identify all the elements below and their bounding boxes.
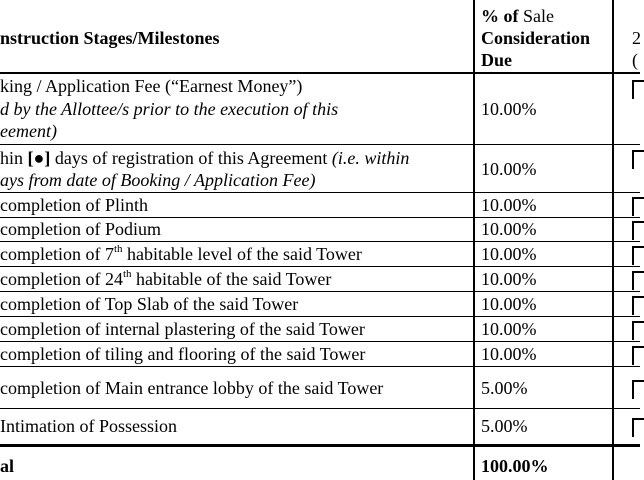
row-podium-percent: 10.00% xyxy=(481,219,537,239)
header-partial-2: ( xyxy=(632,50,638,70)
row-divider xyxy=(0,366,640,367)
row-total: al xyxy=(0,456,15,476)
row-top-slab-percent: 10.00% xyxy=(481,294,537,314)
header-percent-rest: Sale xyxy=(518,6,554,26)
row-booking-line2: d by the Allottee/s prior to the execution of this xyxy=(0,99,339,119)
row-plastering-percent: 10.00% xyxy=(481,319,537,339)
row-7th-sup: th xyxy=(113,243,123,255)
row-24th-percent: 10.00% xyxy=(481,269,537,289)
row-registration-percent: 10.00% xyxy=(481,159,537,179)
row-divider xyxy=(0,241,640,242)
row-possession: Intimation of Possession xyxy=(0,416,178,436)
header-percent-bold: % of xyxy=(481,6,519,26)
row-podium: completion of Podium xyxy=(0,219,161,239)
row-24th-sup: th xyxy=(122,268,132,280)
row-registration-line1 xyxy=(0,147,409,169)
row-plinth-percent: 10.00% xyxy=(481,195,537,215)
row-booking-percent: 10.00% xyxy=(481,99,537,119)
header-percent-line3: Due xyxy=(481,50,512,70)
cut-off-marker xyxy=(632,418,644,437)
cut-off-marker xyxy=(632,296,644,315)
row-7th-level xyxy=(0,243,362,265)
row-divider xyxy=(0,341,640,342)
cut-off-marker xyxy=(632,246,644,265)
row-registration-placeholder: [●] xyxy=(27,148,51,168)
row-top-slab: completion of Top Slab of the said Tower xyxy=(0,294,299,314)
row-plastering: completion of internal plastering of the said Tower xyxy=(0,319,365,339)
cut-off-marker xyxy=(632,221,644,240)
row-divider xyxy=(0,291,640,292)
row-registration-post: days of registration of this Agreement xyxy=(50,148,332,168)
row-divider xyxy=(0,72,640,74)
cut-off-marker xyxy=(632,346,644,365)
row-registration-line2: ays from date of Booking / Application Fee) xyxy=(0,170,316,190)
row-booking-line3: eement) xyxy=(0,121,57,141)
row-total-percent: 100.00% xyxy=(481,456,549,476)
row-7th-pre: completion of 7 xyxy=(0,244,114,264)
row-plinth: completion of Plinth xyxy=(0,195,148,215)
row-divider xyxy=(0,192,640,193)
row-lobby-percent: 5.00% xyxy=(481,378,528,398)
row-divider xyxy=(0,266,640,267)
header-partial-1: 2 xyxy=(632,28,641,48)
row-registration-pre: hin xyxy=(0,148,28,168)
row-24th-pre: completion of 24 xyxy=(0,269,123,289)
row-24th-level xyxy=(0,268,331,290)
row-divider xyxy=(0,144,640,145)
row-7th-percent: 10.00% xyxy=(481,244,537,264)
cut-off-marker xyxy=(632,80,644,99)
row-tiling: completion of tiling and flooring of the said Tower xyxy=(0,344,366,364)
row-booking-line1: king / Application Fee (“Earnest Money”) xyxy=(0,76,303,96)
cut-off-marker xyxy=(632,197,644,216)
row-24th-post: habitable of the said Tower xyxy=(131,269,332,289)
row-divider xyxy=(0,444,640,447)
cut-off-marker xyxy=(632,150,644,169)
row-possession-percent: 5.00% xyxy=(481,416,528,436)
row-divider xyxy=(0,408,640,409)
row-divider xyxy=(0,316,640,317)
row-lobby: completion of Main entrance lobby of the said Tower xyxy=(0,378,384,398)
cut-off-marker xyxy=(632,271,644,290)
header-percent-line1 xyxy=(481,5,554,27)
cut-off-marker xyxy=(632,321,644,340)
row-registration-italic: (i.e. within xyxy=(331,148,410,168)
header-percent-line2: Consideration xyxy=(481,28,591,48)
header-stages: nstruction Stages/Milestones xyxy=(0,28,220,48)
row-tiling-percent: 10.00% xyxy=(481,344,537,364)
row-7th-post: habitable level of the said Tower xyxy=(122,244,362,264)
cut-off-marker xyxy=(632,380,644,399)
